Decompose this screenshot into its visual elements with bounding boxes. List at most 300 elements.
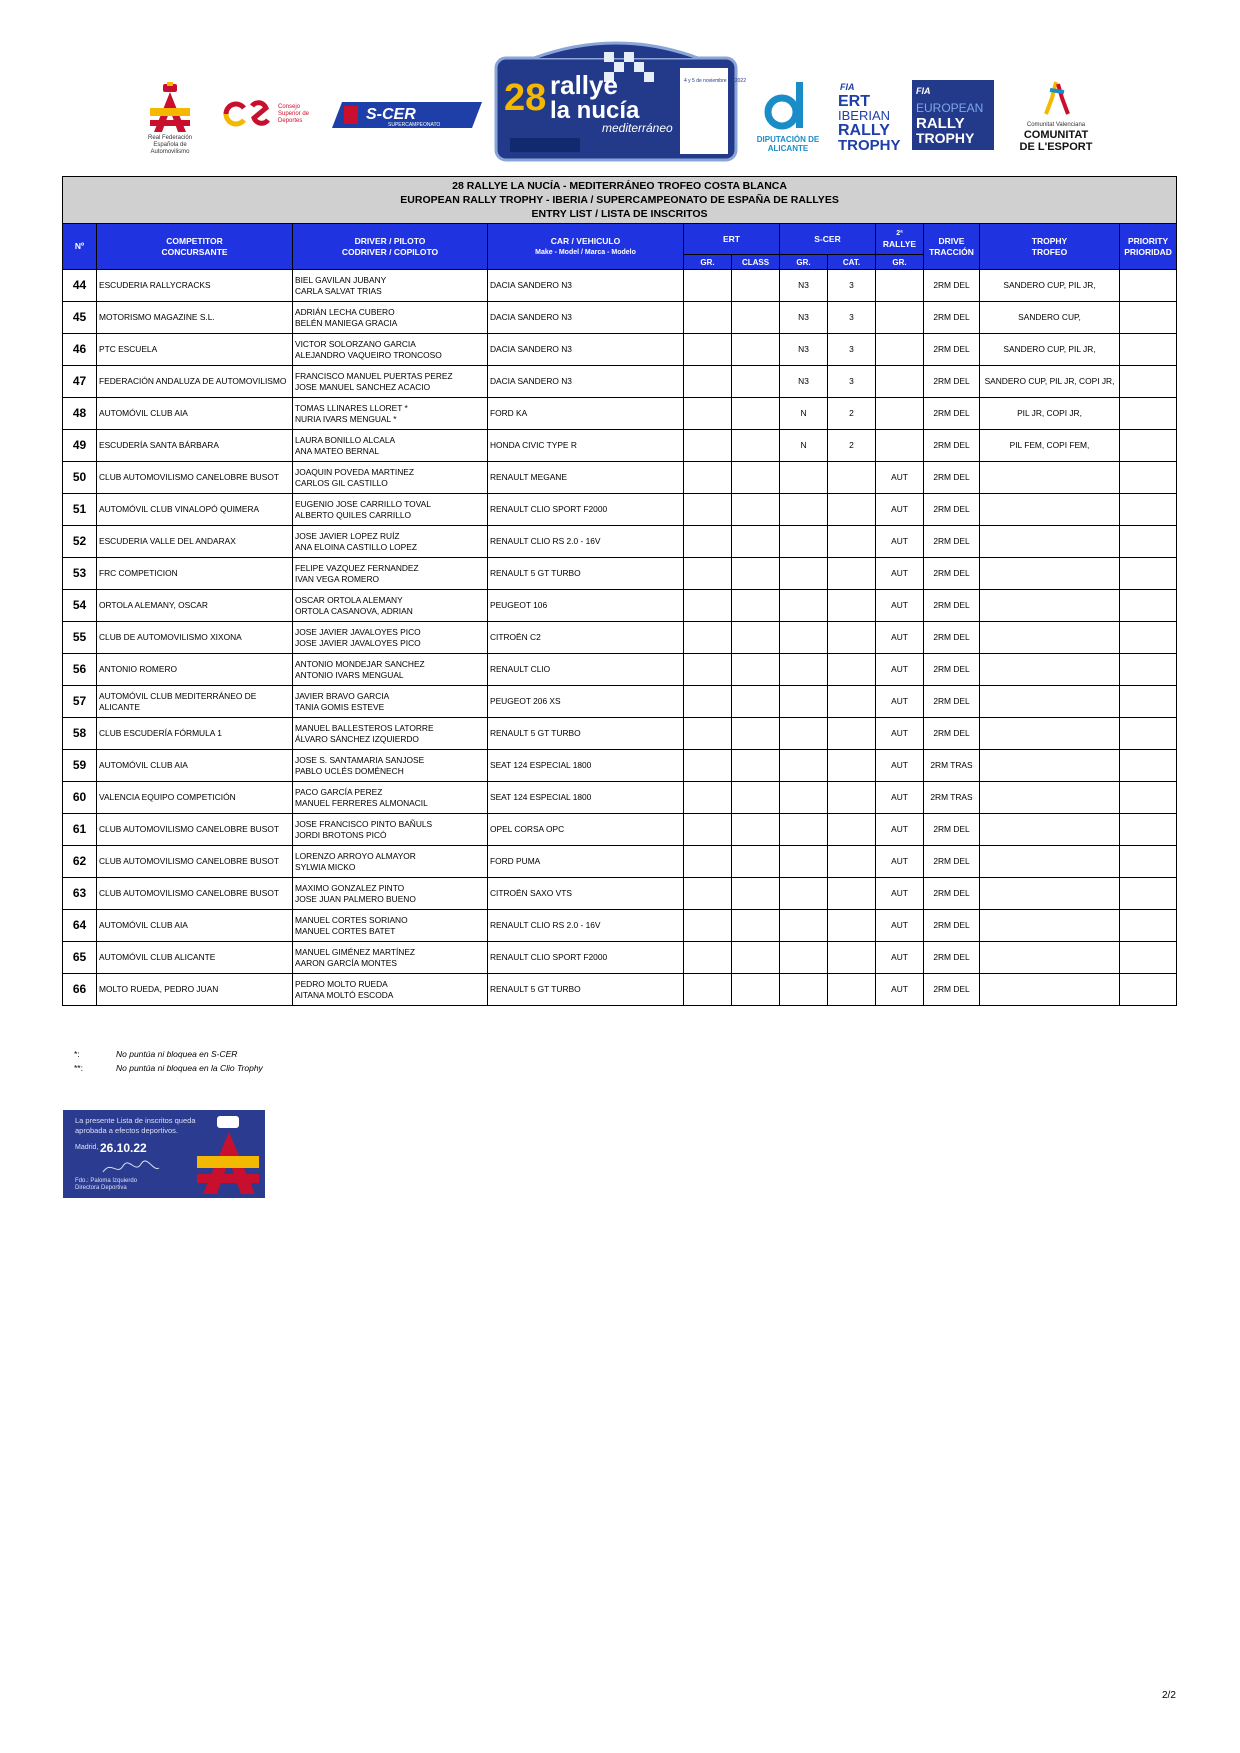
entry-trophy <box>980 910 1120 942</box>
entry-number: 62 <box>63 846 97 878</box>
entry-driver: LAURA BONILLO ALCALA <box>295 434 396 445</box>
entry-priority <box>1120 622 1177 654</box>
entry-codriver: CARLA SALVAT TRIAS <box>295 285 382 296</box>
entry-priority <box>1120 302 1177 334</box>
cv-line2: COMUNITAT <box>1023 129 1089 141</box>
european-rally-trophy-logo <box>912 80 994 150</box>
entry-driver: MAXIMO GONZALEZ PINTO <box>295 882 405 893</box>
entry-competitor: CLUB AUTOMOVILISMO CANELOBRE BUSOT <box>97 878 293 910</box>
entry-competitor: FEDERACIÓN ANDALUZA DE AUTOMOVILISMO <box>97 366 293 398</box>
entry-priority <box>1120 814 1177 846</box>
entry-ert-gr <box>684 622 732 654</box>
col-header-scer: S-CER <box>780 224 876 255</box>
col-header-ert-class: CLASS <box>732 255 780 270</box>
entry-competitor: FRC COMPETICION <box>97 558 293 590</box>
car-header-es: Make - Model / Marca - Modelo <box>535 248 636 256</box>
entry-crew <box>293 878 488 910</box>
title-line3: ENTRY LIST / LISTA DE INSCRITOS <box>531 208 708 220</box>
entry-driver: MANUEL GIMÉNEZ MARTÍNEZ <box>295 946 416 957</box>
entry-number: 47 <box>63 366 97 398</box>
entry-priority <box>1120 270 1177 302</box>
entry-drive: 2RM DEL <box>924 686 980 718</box>
entry-car: SEAT 124 ESPECIAL 1800 <box>488 750 684 782</box>
entry-ert-gr <box>684 462 732 494</box>
drive-header-en: DRIVE <box>938 235 965 246</box>
table-row <box>63 302 1177 334</box>
entry-drive: 2RM DEL <box>924 814 980 846</box>
entry-ert-gr <box>684 398 732 430</box>
ert-fia: FIA <box>840 82 855 92</box>
driver-header-en: DRIVER / PILOTO <box>354 235 426 246</box>
entry-ert-class <box>732 974 780 1006</box>
entry-2rallye-gr: AUT <box>876 590 924 622</box>
entry-drive: 2RM DEL <box>924 654 980 686</box>
entry-driver: PEDRO MOLTO RUEDA <box>295 978 388 989</box>
entry-ert-gr <box>684 270 732 302</box>
entry-scer-gr <box>780 910 828 942</box>
entry-scer-gr <box>780 750 828 782</box>
footnote-mark: **: <box>74 1063 83 1073</box>
entry-priority <box>1120 526 1177 558</box>
entry-codriver: ANTONIO IVARS MENGUAL <box>295 669 404 680</box>
entry-2rallye-gr: AUT <box>876 654 924 686</box>
entry-drive: 2RM DEL <box>924 302 980 334</box>
entry-number: 45 <box>63 302 97 334</box>
entry-scer-gr <box>780 622 828 654</box>
entry-car: DACIA SANDERO N3 <box>488 334 684 366</box>
entry-priority <box>1120 878 1177 910</box>
entry-ert-class <box>732 270 780 302</box>
entry-trophy <box>980 622 1120 654</box>
entry-car: FORD PUMA <box>488 846 684 878</box>
entry-scer-cat: 3 <box>828 334 876 366</box>
footnote-text: No puntúa ni bloquea en la Clio Trophy <box>116 1063 263 1073</box>
entry-ert-class <box>732 814 780 846</box>
entry-ert-gr <box>684 974 732 1006</box>
entry-2rallye-gr: AUT <box>876 814 924 846</box>
table-row <box>63 526 1177 558</box>
entry-codriver: ALEJANDRO VAQUEIRO TRONCOSO <box>295 349 442 360</box>
entry-car: CITROËN SAXO VTS <box>488 878 684 910</box>
entry-number: 54 <box>63 590 97 622</box>
entry-scer-gr <box>780 494 828 526</box>
scer-sub: SUPERCAMPEONATO <box>388 122 441 128</box>
entry-drive: 2RM DEL <box>924 558 980 590</box>
priority-header-en: PRIORITY <box>1127 235 1169 246</box>
entry-ert-gr <box>684 910 732 942</box>
col-header-2rallye <box>876 224 924 255</box>
entry-codriver: MANUEL CORTES BATET <box>295 925 396 936</box>
entry-car: PEUGEOT 106 <box>488 590 684 622</box>
ert-line1: ERT <box>838 93 870 110</box>
entry-drive: 2RM DEL <box>924 622 980 654</box>
entry-number: 51 <box>63 494 97 526</box>
entry-trophy: SANDERO CUP, PIL JR, <box>980 270 1120 302</box>
entry-car: RENAULT 5 GT TURBO <box>488 974 684 1006</box>
rallye-la-nucia-badge <box>494 38 746 162</box>
entry-competitor: MOTORISMO MAGAZINE S.L. <box>97 302 293 334</box>
approval-stamp <box>63 1110 265 1198</box>
entry-codriver: IVAN VEGA ROMERO <box>295 573 380 584</box>
entry-car: CITROËN C2 <box>488 622 684 654</box>
entry-scer-cat <box>828 878 876 910</box>
entry-ert-gr <box>684 750 732 782</box>
entry-scer-gr <box>780 654 828 686</box>
cv-line3: DE L'ESPORT <box>1019 141 1093 153</box>
entry-codriver: PABLO UCLÉS DOMÉNECH <box>295 765 404 776</box>
entry-driver: FRANCISCO MANUEL PUERTAS PEREZ <box>295 370 453 381</box>
table-row <box>63 462 1177 494</box>
entry-priority <box>1120 462 1177 494</box>
entry-driver: ANTONIO MONDEJAR SANCHEZ <box>295 658 425 669</box>
entry-trophy <box>980 942 1120 974</box>
entry-scer-gr <box>780 846 828 878</box>
entry-scer-cat <box>828 590 876 622</box>
entry-trophy: PIL FEM, COPI FEM, <box>980 430 1120 462</box>
entry-competitor: AUTOMÓVIL CLUB AIA <box>97 910 293 942</box>
entry-driver: LORENZO ARROYO ALMAYOR <box>295 850 416 861</box>
table-row <box>63 270 1177 302</box>
entry-scer-cat <box>828 494 876 526</box>
table-row <box>63 334 1177 366</box>
entry-list <box>62 176 1176 1006</box>
cv-line1: Comunitat Valenciana <box>1026 122 1086 128</box>
trophy-header-en: TROPHY <box>1031 235 1068 246</box>
entry-codriver: ÁLVARO SÁNCHEZ IZQUIERDO <box>295 733 419 744</box>
entry-crew <box>293 622 488 654</box>
entry-crew <box>293 590 488 622</box>
entry-number: 60 <box>63 782 97 814</box>
rfeda-emblem-icon <box>148 82 192 134</box>
rfeda-logo <box>138 82 202 155</box>
col-header-scer-cat: CAT. <box>828 255 876 270</box>
stamp-signer-role: Directora Deportiva <box>75 1185 127 1191</box>
entry-trophy <box>980 782 1120 814</box>
entry-trophy <box>980 526 1120 558</box>
entry-codriver: ANA MATEO BERNAL <box>295 445 380 456</box>
entry-trophy <box>980 494 1120 526</box>
eur-line3: TROPHY <box>916 130 975 146</box>
table-row <box>63 878 1177 910</box>
entry-competitor: AUTOMÓVIL CLUB MEDITERRÁNEO DE ALICANTE <box>97 686 293 718</box>
scer-logo <box>332 102 482 128</box>
entry-scer-gr <box>780 526 828 558</box>
entry-drive: 2RM DEL <box>924 974 980 1006</box>
entry-crew <box>293 334 488 366</box>
car-header-en: CAR / VEHICULO <box>550 235 621 246</box>
entry-number: 65 <box>63 942 97 974</box>
entry-number: 52 <box>63 526 97 558</box>
entry-car: RENAULT CLIO RS 2.0 - 16V <box>488 910 684 942</box>
entry-number: 58 <box>63 718 97 750</box>
entry-drive: 2RM DEL <box>924 910 980 942</box>
entry-ert-gr <box>684 590 732 622</box>
entry-driver: BIEL GAVILAN JUBANY <box>295 274 387 285</box>
col-header-drive <box>924 224 980 270</box>
scer-banner-icon <box>332 102 482 128</box>
entry-list-title <box>63 177 1177 224</box>
rallye-line1: rallye <box>550 70 618 100</box>
table-row <box>63 814 1177 846</box>
entry-driver: MANUEL BALLESTEROS LATORRE <box>295 722 434 733</box>
entry-ert-gr <box>684 782 732 814</box>
entry-codriver: TANIA GOMIS ESTEVE <box>295 701 385 712</box>
entry-drive: 2RM DEL <box>924 462 980 494</box>
entry-ert-gr <box>684 942 732 974</box>
entry-competitor: AUTOMÓVIL CLUB AIA <box>97 398 293 430</box>
entry-crew <box>293 558 488 590</box>
entry-trophy <box>980 750 1120 782</box>
table-row <box>63 366 1177 398</box>
entry-driver: OSCAR ORTOLA ALEMANY <box>295 594 403 605</box>
entry-ert-gr <box>684 558 732 590</box>
entry-list-table <box>62 176 1177 1006</box>
entry-crew <box>293 398 488 430</box>
entry-ert-class <box>732 366 780 398</box>
entry-ert-class <box>732 302 780 334</box>
competitor-header-en: COMPETITOR <box>166 235 223 246</box>
diputacion-caption: DIPUTACIÓN DE ALICANTE <box>756 135 820 153</box>
entry-competitor: ESCUDERIA RALLYCRACKS <box>97 270 293 302</box>
entry-number: 59 <box>63 750 97 782</box>
entry-car: FORD KA <box>488 398 684 430</box>
entry-priority <box>1120 910 1177 942</box>
stamp-approval-text: La presente Lista de inscritos queda aprobada a efectos deportivos. <box>75 1116 196 1135</box>
entry-number: 56 <box>63 654 97 686</box>
table-row <box>63 590 1177 622</box>
entry-scer-cat: 3 <box>828 270 876 302</box>
entry-driver: JOSE JAVIER LOPEZ RUÍZ <box>295 530 400 541</box>
table-row <box>63 686 1177 718</box>
entry-scer-cat <box>828 942 876 974</box>
entry-ert-class <box>732 654 780 686</box>
entry-2rallye-gr: AUT <box>876 910 924 942</box>
entry-scer-gr <box>780 814 828 846</box>
entry-codriver: JOSE MANUEL SANCHEZ ACACIO <box>295 381 431 392</box>
entry-competitor: ORTOLA ALEMANY, OSCAR <box>97 590 293 622</box>
entry-ert-class <box>732 494 780 526</box>
eur-line1: EUROPEAN <box>916 101 984 115</box>
entry-2rallye-gr: AUT <box>876 846 924 878</box>
entry-driver: PACO GARCÍA PEREZ <box>295 786 383 797</box>
entry-competitor: CLUB DE AUTOMOVILISMO XIXONA <box>97 622 293 654</box>
entry-crew <box>293 430 488 462</box>
entry-scer-cat: 2 <box>828 398 876 430</box>
entry-ert-class <box>732 686 780 718</box>
col-header-car <box>488 224 684 270</box>
entry-scer-cat <box>828 910 876 942</box>
entry-priority <box>1120 750 1177 782</box>
entry-ert-class <box>732 622 780 654</box>
entry-ert-class <box>732 398 780 430</box>
table-row <box>63 398 1177 430</box>
stamp-signer-name: Fdo.: Paloma Izquierdo <box>75 1178 138 1184</box>
entry-scer-gr <box>780 782 828 814</box>
entry-driver: JOAQUIN POVEDA MARTINEZ <box>295 466 414 477</box>
sponsor-logos-bar <box>0 0 1240 170</box>
entry-car: RENAULT CLIO SPORT F2000 <box>488 942 684 974</box>
entry-number: 61 <box>63 814 97 846</box>
entry-ert-class <box>732 846 780 878</box>
entry-car: DACIA SANDERO N3 <box>488 270 684 302</box>
entry-crew <box>293 814 488 846</box>
entry-2rallye-gr: AUT <box>876 494 924 526</box>
entry-crew <box>293 526 488 558</box>
col-header-ert: ERT <box>684 224 780 255</box>
table-row <box>63 558 1177 590</box>
entry-trophy: SANDERO CUP, PIL JR, COPI JR, <box>980 366 1120 398</box>
entry-priority <box>1120 334 1177 366</box>
entry-car: HONDA CIVIC TYPE R <box>488 430 684 462</box>
trophy-header-es: TROFEO <box>1031 246 1068 257</box>
col-header-trophy <box>980 224 1120 270</box>
entry-crew <box>293 270 488 302</box>
entry-priority <box>1120 686 1177 718</box>
entry-2rallye-gr: AUT <box>876 750 924 782</box>
table-row <box>63 974 1177 1006</box>
entry-trophy <box>980 974 1120 1006</box>
entry-trophy: PIL JR, COPI JR, <box>980 398 1120 430</box>
entry-priority <box>1120 366 1177 398</box>
entry-2rallye-gr: AUT <box>876 526 924 558</box>
entry-ert-class <box>732 590 780 622</box>
entry-competitor: ESCUDERÍA SANTA BÁRBARA <box>97 430 293 462</box>
entry-2rallye-gr <box>876 398 924 430</box>
comunitat-esport-mark-icon <box>1036 80 1076 116</box>
entry-crew <box>293 846 488 878</box>
entry-codriver: ALBERTO QUILES CARRILLO <box>295 509 412 520</box>
entry-crew <box>293 718 488 750</box>
entry-crew <box>293 686 488 718</box>
csd-logo <box>222 100 314 130</box>
entry-ert-class <box>732 558 780 590</box>
entry-scer-gr <box>780 974 828 1006</box>
diputacion-mark-icon <box>762 80 814 130</box>
entry-car: RENAULT CLIO <box>488 654 684 686</box>
entry-priority <box>1120 494 1177 526</box>
entry-crew <box>293 750 488 782</box>
entry-competitor: CLUB AUTOMOVILISMO CANELOBRE BUSOT <box>97 846 293 878</box>
entry-codriver: BELÉN MANIEGA GRACIA <box>295 317 398 328</box>
entry-competitor: AUTOMÓVIL CLUB ALICANTE <box>97 942 293 974</box>
entry-drive: 2RM DEL <box>924 942 980 974</box>
entry-scer-gr <box>780 718 828 750</box>
entry-rows <box>63 270 1177 1006</box>
entry-2rallye-gr: AUT <box>876 974 924 1006</box>
col-header-driver <box>293 224 488 270</box>
entry-priority <box>1120 590 1177 622</box>
entry-trophy <box>980 814 1120 846</box>
entry-trophy: SANDERO CUP, PIL JR, <box>980 334 1120 366</box>
comunitat-esport-logo <box>1010 80 1102 153</box>
entry-codriver: ANA ELOINA CASTILLO LOPEZ <box>295 541 417 552</box>
entry-drive: 2RM DEL <box>924 270 980 302</box>
entry-scer-cat <box>828 750 876 782</box>
entry-trophy: SANDERO CUP, <box>980 302 1120 334</box>
entry-scer-cat <box>828 622 876 654</box>
entry-codriver: AITANA MOLTÓ ESCODA <box>295 989 394 1000</box>
footnotes <box>74 1047 263 1075</box>
stamp-date: 26.10.22 <box>100 1141 147 1155</box>
entry-driver: VICTOR SOLORZANO GARCIA <box>295 338 416 349</box>
table-row <box>63 430 1177 462</box>
entry-driver: EUGENIO JOSE CARRILLO TOVAL <box>295 498 431 509</box>
eur-fia: FIA <box>916 86 931 96</box>
entry-car: RENAULT CLIO SPORT F2000 <box>488 494 684 526</box>
entry-trophy <box>980 654 1120 686</box>
entry-drive: 2RM DEL <box>924 718 980 750</box>
entry-codriver: MANUEL FERRERES ALMONACIL <box>295 797 428 808</box>
entry-ert-class <box>732 526 780 558</box>
entry-crew <box>293 366 488 398</box>
entry-drive: 2RM DEL <box>924 878 980 910</box>
entry-ert-gr <box>684 430 732 462</box>
entry-car: DACIA SANDERO N3 <box>488 302 684 334</box>
entry-scer-gr <box>780 878 828 910</box>
entry-scer-gr: N3 <box>780 366 828 398</box>
entry-scer-gr: N3 <box>780 334 828 366</box>
entry-competitor: AUTOMÓVIL CLUB VINALOPÓ QUIMERA <box>97 494 293 526</box>
entry-scer-cat <box>828 814 876 846</box>
entry-codriver: JORDI BROTONS PICÓ <box>295 829 387 840</box>
entry-drive: 2RM DEL <box>924 846 980 878</box>
entry-drive: 2RM DEL <box>924 334 980 366</box>
competitor-header-es: CONCURSANTE <box>161 246 228 257</box>
entry-trophy <box>980 718 1120 750</box>
entry-scer-gr: N <box>780 430 828 462</box>
col-header-ert-gr: GR. <box>684 255 732 270</box>
entry-priority <box>1120 718 1177 750</box>
entry-priority <box>1120 398 1177 430</box>
entry-2rallye-gr: AUT <box>876 942 924 974</box>
entry-codriver: CARLOS GIL CASTILLO <box>295 477 388 488</box>
table-row <box>63 494 1177 526</box>
entry-number: 46 <box>63 334 97 366</box>
entry-scer-gr: N3 <box>780 302 828 334</box>
entry-driver: JOSE S. SANTAMARIA SANJOSE <box>295 754 425 765</box>
entry-scer-gr <box>780 462 828 494</box>
entry-2rallye-gr <box>876 270 924 302</box>
title-line2: EUROPEAN RALLY TROPHY - IBERIA / SUPERCAMPEONATO DE ESPAÑA DE RALLYES <box>400 194 839 206</box>
signature-icon <box>101 1158 161 1178</box>
diputacion-alicante-logo <box>754 80 822 153</box>
drive-header-es: TRACCIÓN <box>929 246 974 257</box>
entry-trophy <box>980 558 1120 590</box>
entry-driver: MANUEL CORTES SORIANO <box>295 914 408 925</box>
entry-ert-class <box>732 910 780 942</box>
rallye-line2: la nucía <box>550 97 640 124</box>
entry-car: RENAULT MEGANE <box>488 462 684 494</box>
entry-scer-cat <box>828 558 876 590</box>
driver-header-es: CODRIVER / COPILOTO <box>341 246 439 257</box>
entry-codriver: SYLWIA MICKO <box>295 861 356 872</box>
table-row <box>63 718 1177 750</box>
entry-2rallye-gr <box>876 430 924 462</box>
entry-drive: 2RM DEL <box>924 366 980 398</box>
entry-crew <box>293 654 488 686</box>
col-header-competitor <box>97 224 293 270</box>
entry-priority <box>1120 942 1177 974</box>
entry-car: RENAULT 5 GT TURBO <box>488 718 684 750</box>
title-line1: 28 RALLYE LA NUCÍA - MEDITERRÁNEO TROFEO COSTA BLANCA <box>452 180 787 192</box>
entry-scer-cat: 2 <box>828 430 876 462</box>
entry-crew <box>293 782 488 814</box>
entry-crew <box>293 942 488 974</box>
entry-scer-cat <box>828 974 876 1006</box>
entry-driver: JOSE JAVIER JAVALOYES PICO <box>295 626 421 637</box>
entry-ert-gr <box>684 878 732 910</box>
entry-driver: TOMAS LLINARES LLORET * <box>295 402 408 413</box>
